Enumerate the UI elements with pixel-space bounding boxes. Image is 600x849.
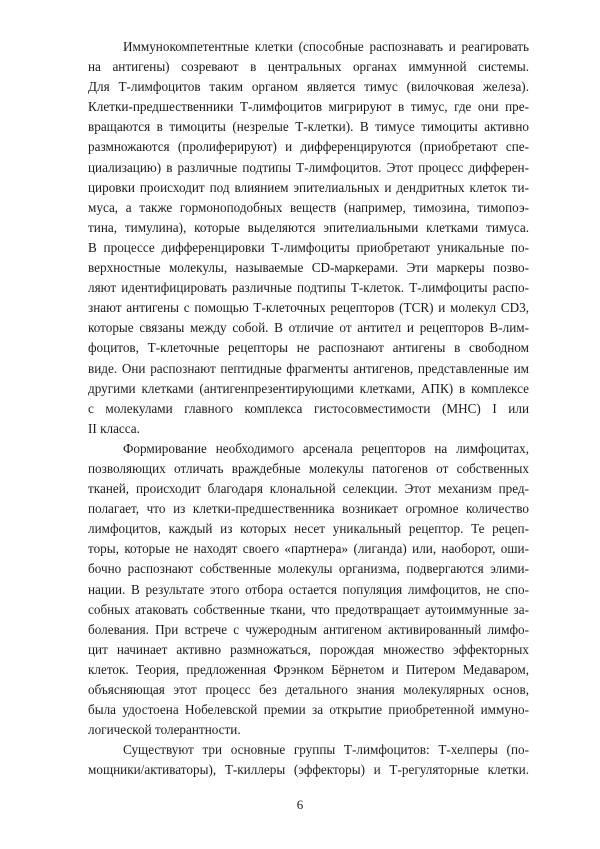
text-line: знают антигены с помощью Т-клеточных рецепторов (TCR) и молекул CD3, (88, 300, 529, 316)
text-line: тина, тимулина), которые выделяются эпителиальными клетками тимуса. (88, 219, 529, 235)
text-line: тканей, происходит благодаря клональной селекции. Этот механизм пред- (88, 481, 529, 497)
text-line: с молекулами главного комплекса гистосовместимости (MHC) I или (88, 400, 529, 416)
text-line: другими клетками (антигенпрезентирующими клетками, АПК) в комплексе (88, 380, 529, 396)
text-line: на антигены) созревают в центральных органах иммунной системы. (88, 59, 529, 75)
text-line: была удостоена Нобелевской премии за открытие приобретенной иммуно- (88, 702, 529, 718)
text-line: II класса. (88, 420, 140, 436)
text-line: размножаются (пролиферируют) и дифференцируются (приобретают спе- (88, 139, 529, 155)
paragraph-2 (88, 439, 529, 740)
text-line: Иммунокомпетентные клетки (способные распознавать и реагировать (123, 39, 529, 54)
page-number: 6 (296, 797, 304, 812)
text-line: мощники/активаторы), Т-киллеры (эффекторы) и Т-регуляторные клетки. (88, 762, 529, 778)
text-line: торы, которые не находят своего «партнера» (лиганда) или, наоборот, оши- (88, 541, 529, 557)
paragraph-1 (88, 37, 529, 439)
text-line: бочно распознают собственные молекулы организма, подвергаются элими- (88, 561, 529, 577)
text-line: Для Т-лимфоцитов таким органом является тимус (вилочковая железа). (88, 79, 529, 95)
text-line: объясняющая этот процесс без детального знания молекулярных основ, (88, 682, 529, 697)
text-line: циализацию) в различные подтипы Т-лимфоцитов. Этот процесс дифферен- (88, 159, 529, 175)
text-line: нации. В результате этого отбора остается популяция лимфоцитов, не спо- (88, 581, 529, 597)
text-line: вращаются в тимоциты (незрелые Т-клетки). В тимусе тимоциты активно (88, 119, 529, 135)
text-line: муса, а также гормоноподобных веществ (например, тимозина, тимопоэ- (88, 199, 529, 215)
text-line: клеток. Теория, предложенная Фрэнком Бёрнетом и Питером Медаваром, (88, 661, 529, 677)
text-line: фоцитов, Т-клеточные рецепторы не распознают антигены в свободном (88, 340, 529, 356)
text-line: Существуют три основные группы Т-лимфоцитов: Т-хелперы (по- (123, 742, 529, 758)
body-text (88, 37, 529, 780)
text-line: логической толерантности. (88, 722, 241, 738)
text-line: ляют идентифицировать различные подтипы Т-клеток. Т-лимфоциты распо- (88, 280, 529, 296)
text-line: виде. Они распознают пептидные фрагменты антигенов, представленные им (88, 360, 529, 376)
text-line: цировки происходит под влиянием эпителиальных и дендритных клеток ти- (88, 179, 529, 195)
text-line: верхностные молекулы, называемые CD-маркерами. Эти маркеры позво- (88, 260, 529, 276)
text-line: цит начинает активно размножаться, порождая множество эффекторных (88, 641, 529, 657)
text-line: Формирование необходимого арсенала рецепторов на лимфоцитах, (123, 440, 529, 456)
text-line: полагает, что из клетки-предшественника возникает огромное количество (88, 501, 529, 517)
text-line: которые связаны между собой. В отличие от антител и рецепторов В-лим- (88, 320, 529, 336)
text-line: болевания. При встрече с чужеродным антигеном активированный лимфо- (88, 621, 529, 637)
text-line: собных атаковать собственные ткани, что предотвращает аутоиммунные за- (88, 601, 529, 617)
text-line: лимфоцитов, каждый из которых несет уникальный рецептор. Те рецеп- (88, 521, 529, 537)
paragraph-3 (88, 740, 529, 780)
text-line: Клетки-предшественники Т-лимфоцитов мигрируют в тимус, где они пре- (88, 99, 529, 115)
text-line: В процессе дифференцировки Т-лимфоциты приобретают уникальные по- (88, 239, 529, 255)
text-line: позволяющих отличать враждебные молекулы патогенов от собственных (88, 460, 529, 476)
